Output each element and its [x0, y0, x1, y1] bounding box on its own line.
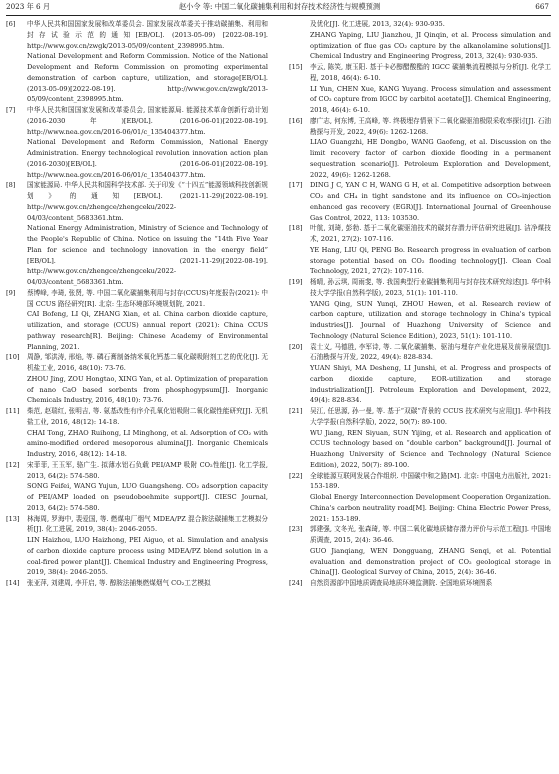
reference-text: National Development and Reform Commission. Notice of the National Development and Reform Commission on promoting experimental demonstration of carbon capture, utilization, and storage[EB/OL]. (2013-05-09)[2022-08-19]. http://www.gov.cn/zwgk/2013-05/09/content_2398995.htm. [27, 52, 268, 104]
reference-number: [17] [289, 181, 303, 190]
reference-number: [18] [289, 224, 303, 233]
reference-text: 叶航, 刘琦, 彭勃. 基于二氧化碳驱油技术的碳封存潜力评估研究进展[J]. 洁净煤技术, 2021, 27(2): 107-116. [310, 224, 551, 243]
reference-text: 廖广志, 何东博, 王高峰, 等. 终极埋存情景下二氧化碳驱油极限采收率探讨[J]. 石油勘探与开发, 2022, 49(6): 1262-1268. [310, 116, 551, 136]
reference-text: 中华人民共和国国家发展和改革委员会, 国家能源局. 能源技术革命创新行动计划(2016-2030年)[EB/OL]. (2016-06-01)[2022-08-19]. http://www.nea.gov.cn/2016-06/01/c_135404377.htm. [27, 106, 268, 136]
reference-entry [289, 471, 551, 525]
reference-entry [6, 406, 268, 460]
reference-number: [19] [289, 278, 303, 286]
header-rule [6, 15, 551, 16]
reference-text: 宋菲菲, 王玉军, 骆广生. 拟薄水铝石负载 PEI/AMP 吸附 CO₂性能[J]. 化工学报, 2013, 64(2): 574-580. [27, 460, 268, 480]
reference-number: [6] [6, 20, 16, 28]
reference-text: 林海周, 罗海中, 裴爱国, 等. 燃煤电厂烟气 MDEA/PZ 混合胺法碳捕集工艺模拟分析[J]. 化工进展, 2019, 38(4): 2046-2055. [27, 514, 268, 534]
reference-entry [289, 180, 551, 223]
reference-entry [6, 514, 268, 579]
reference-number: [10] [6, 353, 20, 362]
reference-text: YUAN Shiyi, MA Desheng, LI Junshi, et al. Progress and prospects of carbon dioxide capture, EOR-utilization and storage industrialization[J]. Petroleum Exploration and Development, 2022, 49(4): 828-834. [310, 364, 551, 405]
reference-text: 中华人民共和国国家发展和改革委员会. 国家发展改革委关于推动碳捕集、利用和封存试验示范的通知[EB/OL]. (2013-05-09) [2022-08-19]. http://www.gov.cn/zwgk/2013-05/09/content_2398995.htm. [27, 20, 268, 50]
reference-text: WU Jiang, REN Siyuan, SUN Yijing, et al. Research and application of CCUS technology based on “double carbon” background[J]. Journal of Huazhong University of Science and Technology (Natural Science Edition), 2022, 50(7): 89-100. [310, 428, 551, 469]
reference-number: [16] [289, 116, 303, 125]
reference-entry [289, 223, 551, 277]
reference-entry [6, 460, 268, 514]
reference-entry [289, 62, 551, 116]
reference-text: CAI Bofeng, LI Qi, ZHANG Xian, et al. China carbon dioxide capture, utilization, and storage (CCUS) annual report (2021): China CCUS pathway research[R]. Beijing: Chinese Academy of Environmental Planning, 2021. [27, 310, 268, 351]
reference-number: [21] [289, 407, 303, 415]
reference-number: [8] [6, 181, 16, 190]
header-title: 赵小令 等: 中国二氧化碳捕集利用和封存技术经济性与规模预测 [178, 2, 381, 11]
reference-entry [289, 19, 551, 62]
reference-text: 袁士义, 马德胜, 李军诗, 等. 二氧化碳捕集、驱油与埋存产业化进展及前景展望[J]. 石油勘探与开发, 2022, 49(4): 828-834. [310, 342, 551, 362]
reference-entry [6, 578, 268, 589]
reference-text: SONG Feifei, WANG Yujun, LUO Guangsheng. CO₂ adsorption capacity of PEI/AMP loaded on pseudoboehmite support[J]. CIESC Journal, 2013, 64(2): 574-580. [27, 482, 268, 512]
reference-text: 柴范, 赵瑞红, 张明吉, 等. 氨基改性有序介孔氧化铝吸附二氧化碳性能研究[J]. 无机盐工业, 2016, 48(12): 14-18. [27, 407, 268, 426]
reference-text: 周静, 邹洪涛, 邢焰, 等. 磷石膏制备纳米氧化钙基二氧化碳吸附剂工艺的优化[J]. 无机盐工业, 2016, 48(10): 73-76. [27, 353, 268, 372]
reference-text: National Development and Reform Commission, National Energy Administration. Energy technological revolution innovation action plan (2016-2030)[EB/OL]. (2016-06-01)[2022-08-19]. http://www.nea.gov.cn/2016-06/01/c_135404377.htm. [27, 138, 268, 179]
reference-text: ZHOU Jing, ZOU Hongtao, XING Yan, et al. Optimization of preparation of nano CaO based sorbents from phosphogypsum[J]. Inorganic Chemicals Industry, 2016, 48(10): 73-76. [27, 374, 268, 405]
reference-number: [14] [6, 579, 20, 587]
reference-text: 张亚萍, 刘建周, 李开启, 等. 醇胺法捕集燃煤烟气 CO₂工艺模拟 [27, 579, 211, 587]
reference-number: [13] [6, 514, 20, 523]
page-number: 667 [535, 2, 549, 11]
reference-text: YE Hang, LIU Qi, PENG Bo. Research progress in evaluation of carbon storage potential based on CO₂ flooding technology[J]. Clean Coal Technology, 2021, 27(2): 107-116. [310, 245, 551, 276]
reference-text: 自然资源部中国地质调查局地质环境监测院. 全国地质环境图系 [310, 579, 493, 587]
reference-number: [11] [6, 407, 20, 415]
reference-text: 及优化[J]. 化工进展, 2013, 32(4): 930-935. [310, 20, 445, 28]
reference-text: 全球能源互联网发展合作组织. 中国碳中和之路[M]. 北京: 中国电力出版社, 2021: 153-189. [310, 471, 551, 491]
reference-entry [289, 524, 551, 578]
reference-number: [15] [289, 63, 303, 71]
reference-text: CHAI Tong, ZHAO Ruihong, LI Minghong, et al. Adsorption of CO₂ with amino-modified ordered mesoporous alumina[J]. Inorganic Chemicals Industry, 2016, 48(12): 14-18. [27, 428, 268, 458]
reference-text: Global Energy Interconnection Development Cooperation Organization. China's carbon neutrality road[M]. Beijing: China Electric Power Press, 2021: 153-189. [310, 493, 551, 523]
running-header [0, 0, 559, 14]
reference-text: 蔡博峰, 李琦, 张贤, 等. 中国二氧化碳捕集利用与封存(CCUS)年度报告(2021): 中国 CCUS 路径研究[R]. 北京: 生态环境部环境规划院, 2021. [27, 288, 268, 308]
reference-entry [289, 578, 551, 589]
reference-text: 李云, 陈笑, 康玉阳. 基于卡必醇醋酸酯的 IGCC 碳捕集流程模拟与分析[J]. 化学工程, 2018, 46(4): 6-10. [310, 63, 551, 82]
reference-text: LI Yun, CHEN Xue, KANG Yuyang. Process simulation and assessment of CO₂ capture from IGCC by carbitol acetate[J]. Chemical Engineering, 2018, 46(4): 6-10. [310, 84, 551, 114]
reference-column-right [289, 19, 551, 774]
reference-text: YANG Qing, SUN Yunqi, ZHOU Hewen, et al. Research review of carbon capture, utilization and storage technology in China's typical industries[J]. Journal of Huazhong University of Science and Technology (Natural Science Edition), 2023, 51(1): 101-110. [310, 299, 551, 340]
reference-entry [289, 116, 551, 181]
reference-entry [6, 288, 268, 353]
reference-entry [289, 277, 551, 342]
reference-entry [6, 105, 268, 180]
reference-text: DING J C, YAN C H, WANG G H, et al. Competitive adsorption between CO₂ and CH₄ in tight sandstone and its influence on CO₂-injection enhanced gas recovery (EGR)[J]. International Journal of Greenhouse Gas Control, 2022, 113: 103530. [310, 181, 551, 222]
reference-text: LIN Haizhou, LUO Haizhong, PEI Aiguo, et al. Simulation and analysis of carbon dioxide capture process using MDEA/PZ blend solution in a coal-fired power plant[J]. Chemical Industry and Engineering Progress, 2019, 38(4): 2046-2055. [27, 536, 268, 577]
reference-text: GUO Jianqiang, WEN Dongguang, ZHANG Senqi, et al. Potential evaluation and demonstration project of CO₂ geological storage in China[J]. Geological Survey of China, 2015, 2(4): 36-46. [310, 546, 551, 577]
header-date: 2023 年 6 月 [6, 2, 51, 11]
reference-number: [12] [6, 460, 20, 469]
reference-number: [23] [289, 525, 303, 534]
reference-text: 郭建强, 文冬光, 张森琦, 等. 中国二氧化碳地质储存潜力评价与示范工程[J]. 中国地质调查, 2015, 2(4): 36-46. [310, 525, 551, 544]
reference-text: LIAO Guangzhi, HE Dongbo, WANG Gaofeng, et al. Discussion on the limit recovery factor of carbon dioxide flooding in a permanent sequestration scenario[J]. Petroleum Exploration and Development, 2022, 49(6): 1262-1268. [310, 138, 551, 179]
reference-text: 吴江, 任思源, 孙一曼, 等. 基于“双碳”背景的 CCUS 技术研究与应用[J]. 华中科技大学学报(自然科学版), 2022, 50(7): 89-100. [310, 407, 551, 426]
reference-text: ZHANG Yaping, LIU Jianzhou, JI Qinqin, et al. Process simulation and optimization of flue gas CO₂ capture by the alkanolamine solutions[J]. Chemical Industry and Engineering Progress, 2013, 32(4): 930-935. [310, 30, 551, 61]
reference-text: 杨晴, 孙云琪, 周雨斐, 等. 我国典型行业碳捕集利用与封存技术研究综述[J]. 华中科技大学学报(自然科学版), 2023, 51(1): 101-110. [310, 278, 551, 297]
reference-text: 国家能源局. 中华人民共和国科学技术部. 关于印发《“十四五”能源领域科技创新规划》的通知[EB/OL]. (2021-11-29)[2022-08-19]. http://www.gov.cn/zhengce/zhengceku/2022-04/03/content_5683361.htm. [27, 181, 268, 222]
reference-entry [289, 406, 551, 471]
reference-number: [20] [289, 342, 303, 351]
reference-number: [22] [289, 471, 303, 480]
reference-entry [289, 342, 551, 407]
reference-entry [6, 180, 268, 288]
reference-number: [9] [6, 288, 16, 297]
reference-entry [6, 19, 268, 105]
reference-entry [6, 352, 268, 406]
reference-number: [7] [6, 106, 16, 114]
reference-column-left [6, 19, 268, 774]
reference-text: National Energy Administration, Ministry of Science and Technology of the People's Republic of China. Notice on issuing the “14th Five Year Plan for science and technology innovation in the energy field” [EB/OL]. (2021-11-29)[2022-08-19]. http://www.gov.cn/zhengce/zhengceku/2022-04/03/content_5683361.htm. [27, 224, 268, 286]
reference-number: [24] [289, 579, 303, 587]
